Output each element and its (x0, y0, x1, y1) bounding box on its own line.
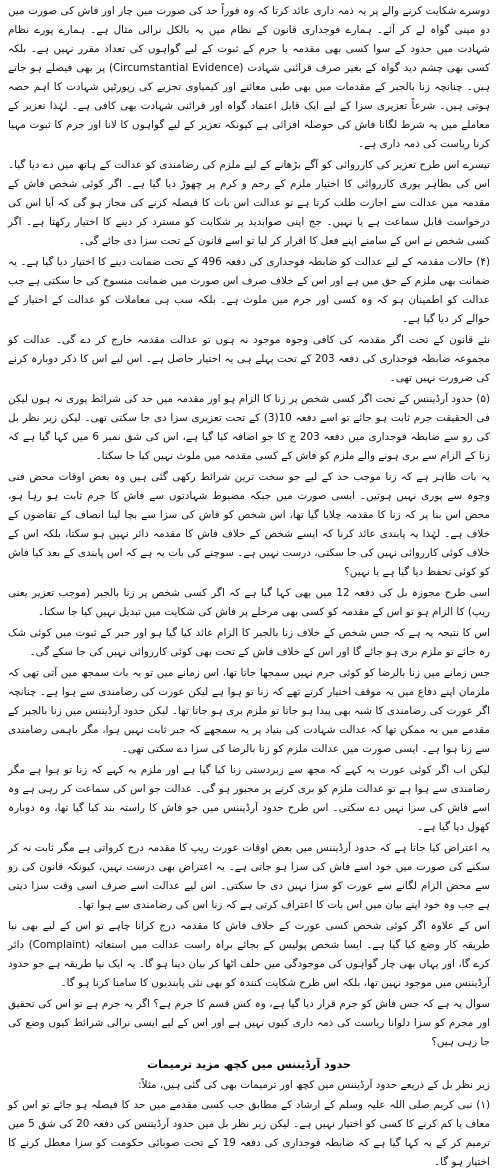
paragraph-objection: یہ اعتراض کیا جاتا ہے کہ حدود آرڈیننس میں بعض اوقات عورت ریپ کا مقدمہ درج کرواتی ہے مگر ثابت نہ کر سکنے کی صورت میں خود اسے فاش کی سزا ہو جاتی ہے۔ یہ اعتراض بھی درست نہیں، کیونکہ قانون کی رو سے محض الزام لگانے سے عورت کو سزا نہیں دی جا سکتی۔ اس لیے عدالت اسے صرف اسی وقت سزا دیتی ہے جب وہ خود اپنے بیان میں اس بات کا اعتراف کرتی ہے کہ زنا اس کی رضامندی سے ہوا تھا۔ (8, 842, 490, 911)
paragraph-section-203: نئے قانون کے تحت اگر مقدمہ کی کافی وجوہ موجود نہ ہوں تو عدالت مقدمہ خارج کر دے گی۔ عدالت کو مجموعہ ضابطہ فوجداری کی دفعہ 203 کے تحت پہلے ہی یہ اختیار حاصل ہے۔ اس لیے اس کا ذکر دوبارہ کرنے کی ضرورت نہیں تھی۔ (8, 334, 490, 384)
paragraph-point-5: (۵) حدود آرڈیننس کے تحت اگر کسی شخص پر زنا کا الزام ہو اور مقدمہ میں حد کی شرائط پوری نہ ہوں لیکن فی الحقیقت جرم ثابت ہو جائے تو اسے دفعہ 10(3) کے تحت تعزیری سزا دی جا سکتی تھی۔ لیکن زیر نظر بل کی رو سے ضابطہ فوجداری میں دفعہ 203 ج کا جو اضافہ کیا گیا ہے، اس کی شق نمبر 6 میں کہا گیا ہے کہ زنا کے الزام سے بری ہونے والے ملزم کو فاش کے کسی مقدمہ میں ملوث نہیں کیا جا سکتا۔ (8, 393, 490, 462)
paragraph-court-discretion: تیسرے اس طرح تعزیر کی کارروائی کو آگے بڑھانے کے لیے ملزم کی رضامندی کو عدالت کے ہاتھ میں دے دیا گیا۔ اس کی بظاہر پوری کارروائی کا اختیار ملزم کے رحم و کرم پر چھوڑ دیا گیا ہے۔ اگر کوئی شخص فاش کے مقدمہ میں عدالت سے اجازت طلب کرتا ہے تو عدالت اس بات کا فیصلہ کرنے کی مجاز ہو گی کہ آیا اس کی درخواست قابل سماعت ہے یا نہیں۔ جج اپنی صوابدید پر شکایت کو مسترد کر دینے کا اختیار رکھتا ہے۔ اگر کسی شخص نے اس کے سامنے اپنے فعل کا اقرار کر لیا تو اسے قانون کے تحت سزا دی جائے گی۔ (8, 159, 490, 247)
paragraph-consent-defense: جس زمانے میں زنا بالرضا کو کوئی جرم نہیں سمجھا جاتا تھا، اس زمانے میں تو یہ بات سمجھ میں آتی تھی کہ ملزمان اپنے دفاع میں یہ موقف اختیار کرتے تھے کہ زنا تو ہوا ہے لیکن عورت کی رضامندی سے ہوا ہے۔ چنانچہ اگر عورت کی رضامندی کا شبہ بھی پیدا ہو جاتا تو ملزم بری ہو جاتا تھا۔ لیکن حدود آرڈیننس میں زنا بالجبر کے مقدمے میں یہ ممکن تھا کہ عدالت شہادت کی بنیاد پر یہ سمجھے کہ جبر ثابت نہیں ہوا، مگر باہمی رضامندی سے زنا ہوا ہے۔ ایسی صورت میں عدالت ملزم کو زنا بالرضا کی سزا دے سکتی تھی۔ (8, 667, 490, 755)
paragraph-acquittal: لیکن اب اگر کوئی عورت یہ کہے کہ مجھ سے زبردستی زنا کیا گیا ہے اور ملزم یہ کہے کہ زنا تو ہوا ہے مگر رضامندی سے ہوا ہے تو عدالت ملزم کو بری کرنے پر مجبور ہو گی۔ عدالت جو اس کی سماعت کر رہی ہے وہ اسے فاش کی سزا نہیں دے سکتی۔ اس طرح حدود آرڈیننس میں جو فاش کا راستہ بند کیا گیا تھا، وہ دوبارہ کھول دیا گیا ہے۔ (8, 764, 490, 833)
paragraph-complaint-procedure: اس کے علاوہ اگر کوئی شخص کسی عورت کے خلاف فاش کا مقدمہ درج کرانا چاہے تو اس کے لیے بھی نیا طریقہ کار وضع کیا گیا ہے۔ ایسا شخص پولیس کے بجائے براہ راست عدالت میں استغاثہ (Complaint) دائر کرے گا، اور یہاں بھی چار گواہوں کی موجودگی میں حلف اٹھا کر بیان دینا ہو گا۔ یہ ایک نیا طریقہ ہے جو حدود آرڈیننس میں موجود نہیں تھا، بلکہ اس طرح شکایت کنندہ کو بھی نئی پابندیوں کا سامنا کرنا ہو گا۔ (8, 920, 490, 989)
paragraph-witness-requirement: دوسرے شکایت کرنے والے پر یہ ذمہ داری عائد کرتا کہ وہ فوراً حد کی صورت میں چار اور فاش کی صورت میں دو مینی گواہ لے کر آئے۔ ہمارے فوجداری قانون کے نظام میں یہ بالکل نرالی مثال ہے۔ ہمارے پورے نظام شہادت میں حدود کے سوا کسی بھی مقدمہ یا جرم کے ثبوت کے لیے گواہوں کی تعداد مقرر نہیں ہے۔ بلکہ کسی بھی چشم دید گواہ کے بغیر صرف قرائنی شہادت (Circumstantial Evidence) پر بھی فیصلے ہو جاتے ہیں۔ چنانچہ زنا بالجبر کے مقدمات میں بھی طبی معائنے اور کیمیاوی تجزیے کی رپورٹیں شہادت کا اہم حصہ ہوتی ہیں۔ شرعاً تعزیری سزا کے لیے ایک قابل اعتماد گواہ اور قرائنی شہادت بھی کافی ہے۔ لہٰذا تعزیر کے معاملے میں یہ شرط لگانا فاش کی حوصلہ افزائی ہے کیونکہ تعزیر کے لیے گواہوں کا لانا اور جرم کا ثبوت مہیا کرنا ریاست کی ذمہ داری ہے۔ (8, 5, 490, 150)
paragraph-amendments-intro: زیر نظر بل کے ذریعے حدود آرڈیننس میں کچھ اور ترمیمات بھی کی گئی ہیں، مثلاً: (138, 1079, 490, 1091)
paragraph-amendment-1: (۱) نبی کریم صلی اللہ علیہ وسلم کے ارشاد کے مطابق جب کسی مقدمے میں حد کا فیصلہ ہو جائے تو اس کو معاف یا کم کرنے کا کسی کو اختیار نہیں ہے۔ لیکن زیر نظر بل میں حدود آرڈیننس کی دفعہ 20 کی شق 5 میں ترمیم کر کے یہ کہا گیا ہے کہ ضابطہ فوجداری کی دفعہ 19 کے تحت صوبائی حکومت کو سزا معطل کرنے کا اختیار ہو گا۔ (8, 1099, 491, 1168)
paragraph-consequence: اس کا نتیجہ یہ ہے کہ جس شخص کے خلاف زنا بالجبر کا الزام عائد کیا گیا ہو اور جبر کے ثبوت میں کوئی شک رہ جائے تو ملزم بری ہو جائے گا اور اس کے خلاف فاش کے تحت بھی کوئی کارروائی نہیں کی جا سکے گی۔ (8, 627, 490, 658)
paragraph-bail-provision: (۴) حالات مقدمہ کے لیے عدالت کو ضابطہ فوجداری کی دفعہ 496 کے تحت ضمانت دینے کا اختیار دیا گیا ہے۔ یہ ضمانت بھی ملزم کے حق میں ہے اور اس کے خلاف صرف اس صورت میں ضمانت منسوخ کی جا سکتی ہے جب عدالت کو اطمینان ہو کہ وہ کسی اور جرم میں ملوث ہے۔ بلکہ سب ہی معاملات کو عدالت کے اختیار کے حوالے کر دیا گیا ہے۔ (8, 256, 490, 325)
section-heading: حدود آرڈیننس میں کچھ مزید ترمیمات (147, 1058, 351, 1071)
paragraph-clause-12: اسی طرح مجوزہ بل کی دفعہ 12 میں بھی کہا گیا ہے کہ اگر کسی شخص پر زنا بالجبر (موجب تعزیر یعنی ریپ) کا الزام ہو تو اس کے مقدمہ کو کسی بھی مرحلے پر فاش کی شکایت میں تبدیل نہیں کیا جا سکتا۔ (8, 587, 490, 618)
paragraph-strict-conditions: یہ بات ظاہر ہے کہ زنا موجب حد کے لیے جو سخت ترین شرائط رکھی گئی ہیں وہ بعض اوقات محض فنی وجوہ سے پوری نہیں ہوتیں۔ ایسی صورت میں جبکہ مضبوط شہادتوں سے فاش کا جرم ثابت ہو رہا ہو، محض اس بنا پر کہ زنا کا مقدمہ چلایا گیا تھا، اس شخص کو فاش کی سزا سے بچا لینا انصاف کے تقاضوں کے خلاف ہے۔ لہٰذا یہ پابندی عائد کرنا کہ ایسے شخص کے خلاف فاش کا مقدمہ دائر نہیں ہو سکتا، بلکہ اس کے خلاف کوئی کارروائی نہیں کی جا سکتی، درست نہیں ہے۔ سوچنے کی بات یہ ہے کہ اس پابندی کے بعد کیا فاش کو کوئی تحفظ دیا گیا ہے یا نہیں؟ (8, 471, 490, 578)
paragraph-question: سوال یہ ہے کہ جس فاش کو جرم قرار دیا گیا ہے، وہ کس قسم کا جرم ہے؟ اگر یہ جرم ہے تو اس کی تحقیق اور مجرم کو سزا دلوانا ریاست کی ذمہ داری کیوں نہیں ہے اور اس کے لیے ایسی نرالی شرائط کیوں وضع کی جا رہی ہیں؟ (8, 998, 490, 1048)
